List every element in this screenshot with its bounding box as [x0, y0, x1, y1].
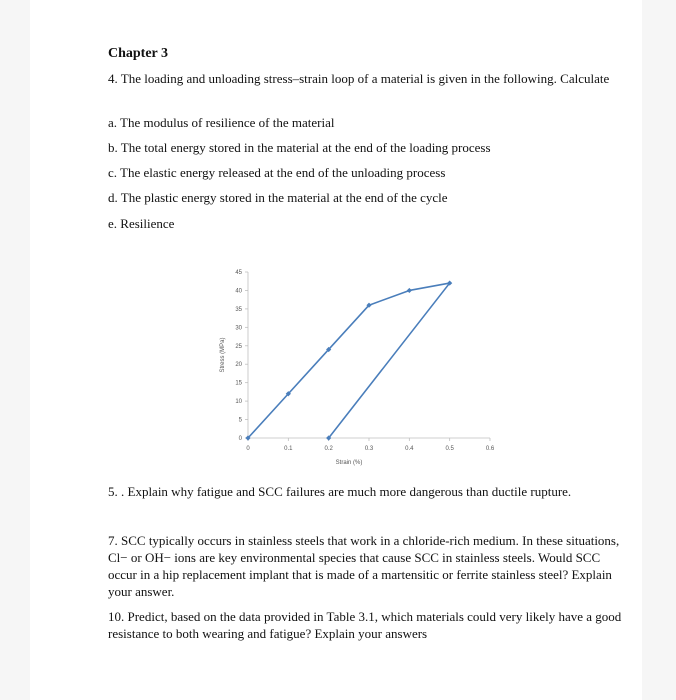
chapter-heading: Chapter 3: [108, 46, 169, 61]
y-axis-title: Stress (MPa): [220, 337, 226, 373]
question-4-item-a: a. The modulus of resilience of the material: [108, 115, 335, 130]
x-tick-label: 0.6: [485, 446, 495, 452]
page-left-margin: [0, 0, 30, 700]
chart-axes: [248, 272, 490, 438]
x-tick-label: 0.1: [284, 446, 293, 452]
x-tick-label: 0.4: [405, 446, 414, 452]
x-axis-title: Strain (%): [335, 460, 363, 466]
y-tick-label: 15: [235, 380, 242, 387]
question-10: 10. Predict, based on the data provided in Table 3.1, which materials could very likely have a good resistance to both wearing and fatigue? Explain your answers: [108, 609, 622, 641]
question-4-item-c: c. The elastic energy released at the end of the unloading process: [108, 165, 446, 180]
chart-ticks: [235, 270, 495, 452]
y-tick-label: 5: [238, 417, 242, 424]
x-tick-label: 0.3: [364, 446, 374, 452]
data-point: [407, 288, 412, 293]
x-tick-label: 0: [246, 446, 250, 452]
stress-strain-chart: [200, 262, 500, 472]
x-tick-label: 0.2: [324, 446, 333, 452]
question-4-item-d: d. The plastic energy stored in the material at the end of the cycle: [108, 190, 448, 205]
stress-strain-chart-svg: [200, 262, 500, 472]
series-line: [248, 283, 450, 438]
x-tick-label: 0.5: [445, 446, 454, 452]
y-tick-label: 30: [235, 325, 242, 332]
y-tick-label: 0: [238, 436, 242, 442]
y-tick-label: 45: [235, 270, 242, 276]
y-tick-label: 10: [235, 399, 242, 406]
y-tick-label: 40: [235, 288, 242, 295]
chart-series: [245, 280, 452, 440]
question-4-item-e: e. Resilience: [108, 216, 175, 231]
question-4-item-b: b. The total energy stored in the material at the end of the loading process: [108, 140, 491, 155]
question-4-prompt: 4. The loading and unloading stress–strain loop of a material is given in the following. Calculate: [108, 71, 610, 86]
question-5: 5. . Explain why fatigue and SCC failures are much more dangerous than ductile rupture.: [108, 484, 572, 499]
y-tick-label: 20: [235, 362, 242, 369]
y-tick-label: 35: [235, 306, 242, 313]
page-right-margin: [642, 0, 676, 700]
question-7: 7. SCC typically occurs in stainless steels that work in a chloride-rich medium. In these situations, Cl− or OH− ions are key environmental species that cause SCC in stainless steels. Would SCC occur in a hip replacement implant that is made of a martensitic or ferrite stainless steel? Explain your answer.: [108, 533, 620, 599]
y-tick-label: 25: [235, 343, 242, 350]
